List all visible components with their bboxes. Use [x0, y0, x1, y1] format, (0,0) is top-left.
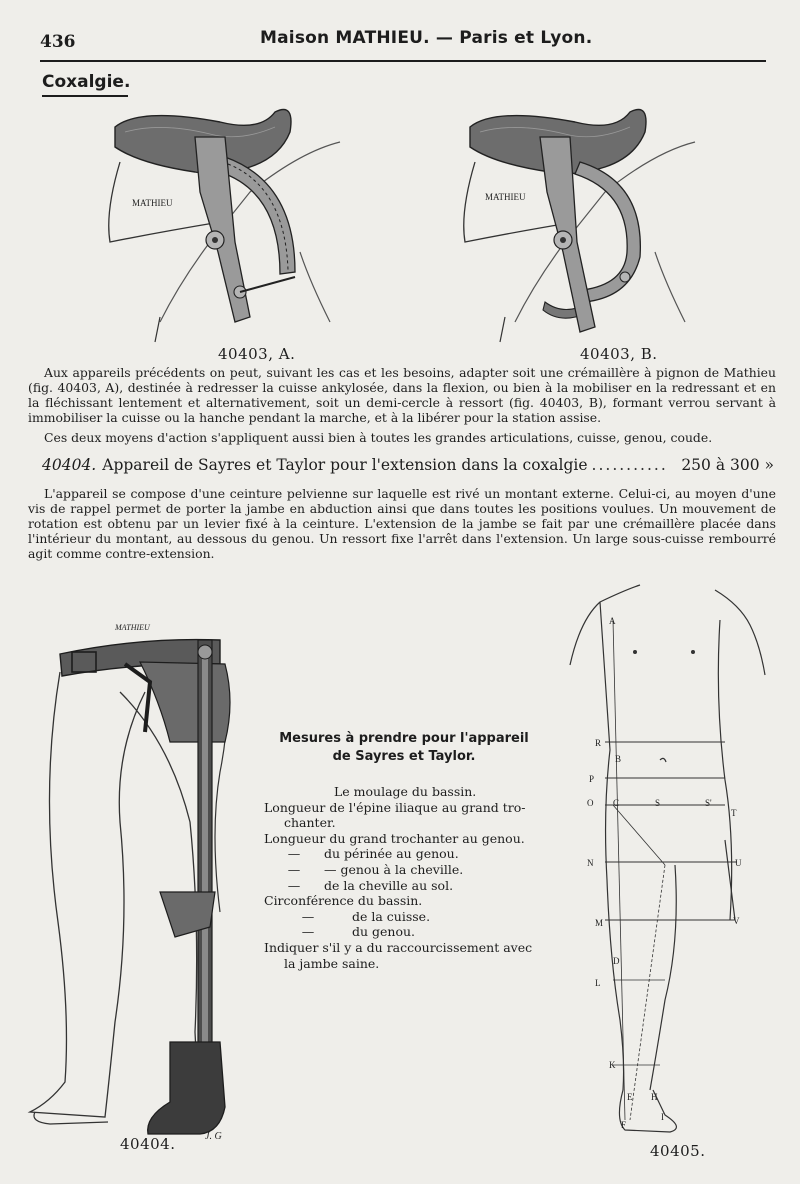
- ditto-dash: —: [287, 877, 301, 893]
- figure-40403-b: [455, 92, 705, 347]
- ditto-dash: —: [301, 908, 315, 924]
- measure-item: Longueur du grand trochanter au genou.: [264, 830, 525, 846]
- measures-title: [264, 730, 544, 766]
- hip-orthosis-spring-engraving: [455, 92, 705, 347]
- diagram-letter: U: [735, 858, 742, 868]
- figure-a-brand: MATHIEU: [132, 198, 173, 208]
- measure-item: — de la cheville au sol.: [264, 878, 544, 894]
- section-title: Coxalgie.: [42, 72, 131, 92]
- measure-item: Indiquer s'il y a du raccourcissement avec: [264, 939, 533, 955]
- page-number: 436: [40, 32, 76, 52]
- figure-40404: [20, 592, 260, 1147]
- diagram-letter: P: [589, 774, 595, 784]
- diagram-letter: E: [627, 1092, 633, 1102]
- measure-item: chanter.: [284, 815, 336, 831]
- catalog-item-name: Appareil de Sayres et Taylor pour l'extension dans la coxalgie: [102, 456, 588, 474]
- body-measurement-diagram: [565, 580, 775, 1140]
- measures-title-line-1: Mesures à prendre pour l'appareil: [279, 731, 529, 746]
- diagram-letter: O: [587, 798, 594, 808]
- diagram-letter: I: [661, 1112, 664, 1122]
- figure-40403-a: [100, 92, 350, 347]
- figure-40405-label: 40405.: [650, 1142, 706, 1160]
- intro-paragraph: Aux appareils précédents on peut, suivant les cas et les besoins, adapter soit une crémaillère à pignon de Mathieu (fig. 40403, A), destinée à redresser la cuisse ankylosée, dans la flexion, ou bien à la mobiliser en la redressant et en la fléchissant lentement et alternativement, soit un demi-cercle à ressort (fig. 40403, B), formant verrou servant à immobiliser la cuisse ou la hanche pendant la marche, et à la libérer pour la station assise.: [28, 365, 776, 425]
- catalog-item-ref: 40404.: [42, 456, 97, 474]
- diagram-letter: V: [733, 916, 740, 926]
- description-paragraph: L'appareil se compose d'une ceinture pelvienne sur laquelle est rivé un montant externe. Celui-ci, au moyen d'une vis de rappel permet de porter la jambe en abduction ainsi que dans toutes les positions voulues. Un mouvement de rotation est obtenu par un levier fixé à la ceinture. L'extension de la jambe se fait par une crémaillère placée dans l'intérieur du montant, au dessous du genou. Un ressort fixe l'arrêt dans l'extension. Un large sous-cuisse rembourré agit comme contre-extension.: [28, 486, 776, 561]
- diagram-letter: H: [651, 1092, 658, 1102]
- diagram-letter: B: [615, 754, 622, 764]
- figure-40403-a-label: 40403, A.: [218, 345, 296, 363]
- intro-paragraph-2: Ces deux moyens d'action s'appliquent aussi bien à toutes les grandes articulations, cuisse, genou, coude.: [44, 430, 713, 445]
- header-rule: [40, 60, 766, 62]
- diagram-letter: N: [587, 858, 594, 868]
- diagram-letter: S: [655, 798, 661, 808]
- hip-orthosis-rack-engraving: [100, 92, 350, 347]
- ditto-dash: —: [287, 861, 301, 877]
- running-head: Maison MATHIEU. — Paris et Lyon.: [260, 28, 593, 48]
- diagram-letter: M: [595, 918, 604, 928]
- measure-item: — de la cuisse.: [264, 909, 544, 925]
- figure-b-brand: MATHIEU: [485, 192, 526, 202]
- engraver-signature: J. G: [205, 1131, 222, 1142]
- measures-title-line-2: de Sayres et Taylor.: [332, 749, 476, 764]
- measure-item: — du genou.: [264, 924, 544, 940]
- catalog-item-price: 250 à 300 »: [681, 456, 774, 474]
- diagram-letter: K: [609, 1060, 616, 1070]
- measures-block: [264, 730, 544, 971]
- ditto-dash: —: [287, 846, 301, 862]
- diagram-letter: D: [613, 956, 620, 966]
- diagram-letter: L: [595, 978, 601, 988]
- ditto-dash: —: [301, 924, 315, 940]
- measure-item: Le moulage du bassin.: [334, 784, 477, 799]
- measure-item: — du périnée au genou.: [264, 846, 544, 862]
- measure-item: Longueur de l'épine iliaque au grand tro-: [264, 799, 526, 815]
- diagram-letter: R: [595, 738, 602, 748]
- measure-item: Circonférence du bassin.: [264, 893, 423, 909]
- catalog-item-40404: [42, 456, 774, 474]
- diagram-letter: T: [731, 808, 737, 818]
- diagram-letter: S': [705, 798, 712, 808]
- diagram-letter: C: [613, 798, 620, 808]
- catalog-item-leader: ...........: [591, 456, 668, 474]
- figure-40405: [565, 580, 775, 1140]
- diagram-letter: F: [621, 1120, 627, 1130]
- measure-item: — — genou à la cheville.: [264, 862, 544, 878]
- figure-40403-b-label: 40403, B.: [580, 345, 658, 363]
- measure-item: la jambe saine.: [284, 955, 380, 971]
- figure-c-brand: MATHIEU: [115, 623, 150, 632]
- diagram-letter: A: [609, 616, 616, 626]
- leg-extension-brace-engraving: [20, 592, 260, 1147]
- figure-40404-label: 40404.: [120, 1135, 176, 1153]
